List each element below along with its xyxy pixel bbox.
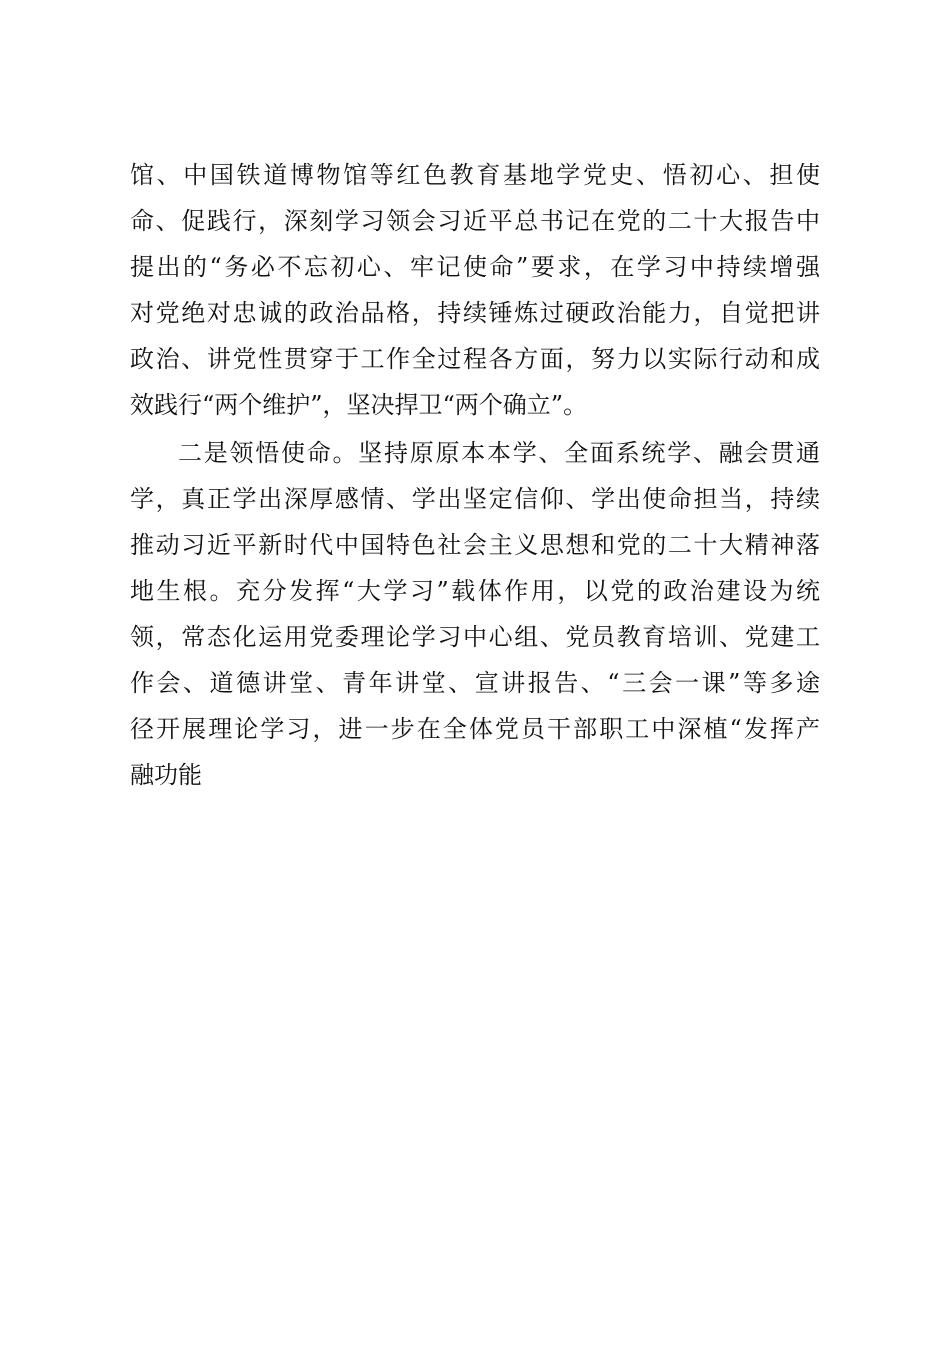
paragraph-line: 提出的“务必不忘初心、牢记使命”要求，在学习中持续增强	[130, 253, 820, 281]
document-body	[130, 152, 820, 798]
paragraph-line: 对党绝对忠诚的政治品格，持续锤炼过硬政治能力，自觉把讲	[130, 299, 820, 327]
paragraph-line: 推动习近平新时代中国特色社会主义思想和党的二十大精神落	[130, 531, 820, 559]
paragraph-1	[130, 152, 820, 428]
paragraph-line: 地生根。充分发挥“大学习”载体作用，以党的政治建设为统	[130, 577, 820, 605]
paragraph-line: 学，真正学出深厚感情、学出坚定信仰、学出使命担当，持续	[130, 485, 820, 513]
paragraph-line: 二是领悟使命。坚持原原本本学、全面系统学、融会贯通	[178, 439, 820, 467]
paragraph-line: 融功能	[130, 761, 202, 789]
paragraph-line: 径开展理论学习，进一步在全体党员干部职工中深植“发挥产	[130, 715, 820, 743]
paragraph-line: 作会、道德讲堂、青年讲堂、宣讲报告、“三会一课”等多途	[130, 669, 820, 697]
paragraph-line: 馆、中国铁道博物馆等红色教育基地学党史、悟初心、担使	[130, 161, 820, 189]
paragraph-line: 政治、讲党性贯穿于工作全过程各方面，努力以实际行动和成	[130, 345, 820, 373]
paragraph-2	[130, 430, 820, 798]
paragraph-line: 命、促践行，深刻学习领会习近平总书记在党的二十大报告中	[130, 207, 820, 235]
paragraph-line: 效践行“两个维护”，坚决捍卫“两个确立”。	[130, 391, 588, 419]
paragraph-line: 领，常态化运用党委理论学习中心组、党员教育培训、党建工	[130, 623, 820, 651]
